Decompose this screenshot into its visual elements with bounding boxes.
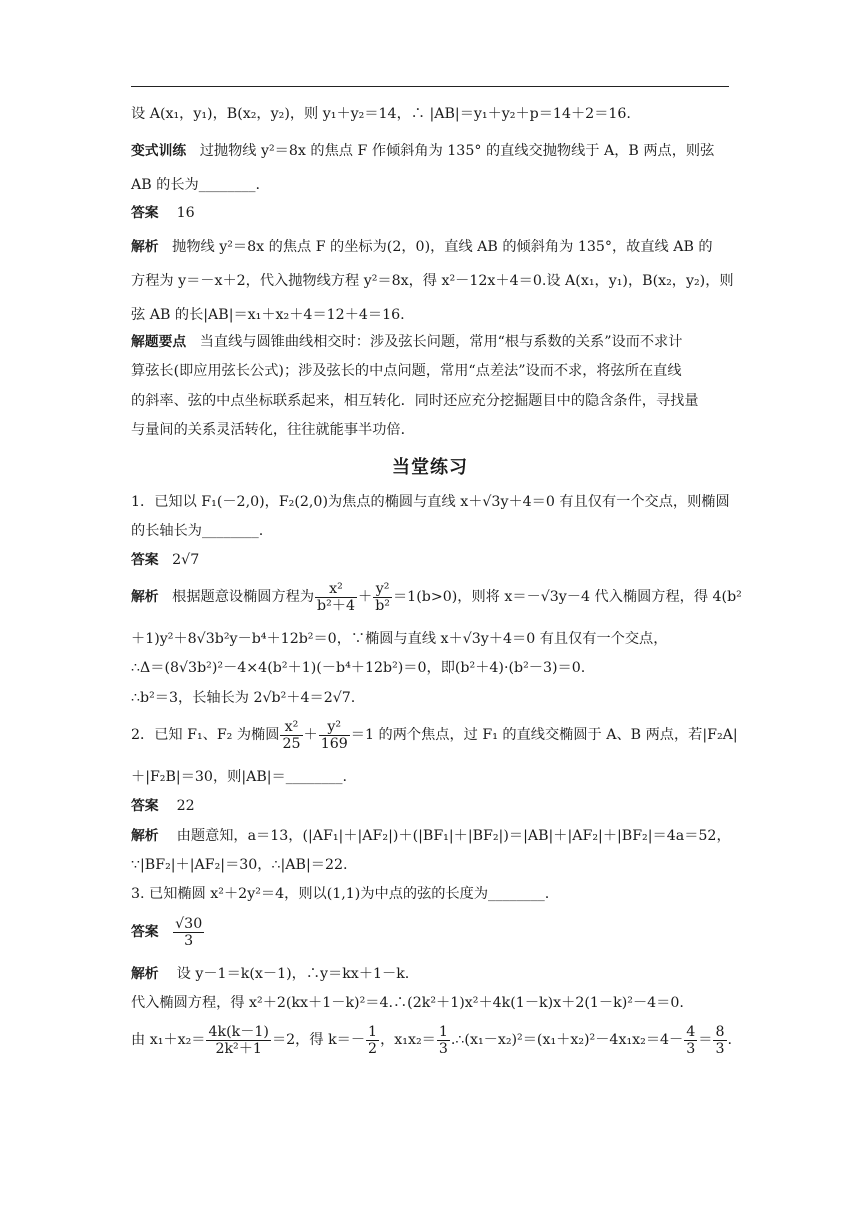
analysis-label: 解析	[131, 239, 159, 255]
analysis-label: 解析	[131, 589, 159, 605]
header-rule	[131, 86, 729, 87]
p1-analysis-line-3: ∴Δ＝(8√3b²)²－4×4(b²＋1)(－b⁴＋12b²)＝0，即(b²＋4)·(b²－3)＝0.	[131, 660, 586, 676]
plus-sign: ＋	[358, 589, 373, 605]
p2-analysis-text-1: 由题意知，a＝13，(|AF₁|＋|AF₂|)＋(|BF₁|＋|BF₂|)＝|AB|＋|AF₂|＋|BF₂|＝4a＝52，	[176, 828, 731, 844]
p1-question-line-1: 1．已知以 F₁(－2,0)，F₂(2,0)为焦点的椭圆与直线 x＋√3y＋4＝0 有且仅有一个交点，则椭圆	[131, 494, 730, 510]
p1-analysis-post: ＝1(b>0)，则将 x＝－√3y－4 代入椭圆方程，得 4(b²	[392, 589, 742, 605]
p1-analysis-line-2: ＋1)y²＋8√3b²y－b⁴＋12b²＝0，∵椭圆与直线 x＋√3y＋4＝0 有且仅有一个交点，	[131, 631, 668, 647]
p3-analysis-pre: 由 x₁＋x₂＝	[131, 1032, 206, 1048]
variant-answer: 16	[176, 205, 195, 221]
p2-analysis-line-1	[131, 826, 731, 846]
keypoints-line-3: 的斜率、弦的中点坐标联系起来，相互转化．同时还应充分挖掘题目中的隐含条件，寻找量	[131, 393, 699, 409]
section-title: 当堂练习	[392, 457, 468, 478]
p1-question-line-2: 的长轴长为________.	[131, 523, 264, 539]
period: .	[727, 1032, 733, 1048]
p3-analysis-text-1: 设 y－1＝k(x－1)，∴y＝kx＋1－k.	[176, 966, 410, 982]
p1-analysis-pre: 根据题意设椭圆方程为	[172, 589, 315, 605]
variant-question-text-1: 过抛物线 y²＝8x 的焦点 F 作倾斜角为 135° 的直线交抛物线于 A，B 两点，则弦	[199, 143, 715, 159]
p3-answer-line	[131, 912, 731, 952]
p3-analysis-mid-3: .∴(x₁－x₂)²＝(x₁＋x₂)²－4x₁x₂＝4－	[450, 1032, 684, 1048]
variant-question-line-2: AB 的长为________.	[131, 177, 261, 193]
fraction-denominator: 169	[320, 735, 348, 752]
fraction-denominator: 3	[184, 932, 194, 949]
p1-answer: 2√7	[172, 552, 200, 568]
fraction-numerator: y²	[373, 581, 392, 598]
p1-answer-line	[131, 550, 731, 570]
p2-analysis-line-2: ∵|BF₂|＋|AF₂|＝30，∴|AB|＝22.	[131, 857, 348, 873]
fraction	[373, 581, 392, 614]
answer-fraction	[173, 916, 204, 949]
intro-line: 设 A(x₁，y₁)，B(x₂，y₂)，则 y₁＋y₂＝14，∴ |AB|＝y₁＋y₂＋p＝14＋2＝16.	[131, 106, 631, 122]
variant-label: 变式训练	[131, 143, 187, 159]
answer-label: 答案	[131, 924, 159, 940]
answer-label: 答案	[131, 552, 159, 568]
p2-question-pre: 2．已知 F₁、F₂ 为椭圆	[131, 727, 280, 743]
p3-analysis-line-1	[131, 964, 731, 984]
fraction	[280, 719, 302, 752]
p2-question-line-1	[131, 716, 738, 754]
fraction-numerator: 1	[368, 1023, 378, 1040]
analysis-label: 解析	[131, 966, 159, 982]
answer-label: 答案	[131, 205, 159, 221]
equals-sign: ＝	[698, 1032, 713, 1048]
fraction-denominator: b²＋4	[317, 597, 355, 614]
fraction	[315, 581, 357, 614]
fraction-numerator: √30	[175, 915, 203, 932]
p3-analysis-mid-1: ＝2，得 k＝－	[271, 1032, 366, 1048]
p3-analysis-mid-2: ，x₁x₂＝	[380, 1032, 436, 1048]
analysis-label: 解析	[131, 828, 159, 844]
fraction-numerator: x²	[315, 581, 357, 598]
fraction-numerator: y²	[319, 719, 350, 736]
fraction	[437, 1024, 450, 1057]
p1-analysis-line-1	[131, 578, 742, 616]
keypoints-line-4: 与量间的关系灵活转化，往往就能事半功倍．	[131, 422, 415, 438]
fraction	[684, 1024, 697, 1057]
keypoints-text-1: 当直线与圆锥曲线相交时：涉及弦长问题，常用“根与系数的关系”设而不求计	[199, 334, 683, 350]
p2-answer-line	[131, 796, 731, 816]
keypoints-line-2: 算弦长(即应用弦长公式)；涉及弦长的中点问题，常用“点差法”设而不求，将弦所在直线	[131, 363, 682, 379]
variant-analysis-line-3: 弦 AB 的长|AB|＝x₁＋x₂＋4＝12＋4＝16.	[131, 307, 405, 323]
fraction-denominator: 2k²＋1	[215, 1040, 262, 1057]
fraction-numerator: 4	[686, 1023, 696, 1040]
fraction-denominator: 3	[715, 1040, 725, 1057]
p1-analysis-line-4: ∴b²＝3，长轴长为 2√b²＋4＝2√7.	[131, 690, 356, 706]
answer-label: 答案	[131, 798, 159, 814]
fraction-denominator: 3	[686, 1040, 696, 1057]
fraction	[713, 1024, 726, 1057]
fraction-numerator: 4k(k－1)	[208, 1023, 269, 1040]
p3-analysis-line-3	[131, 1020, 731, 1060]
keypoints-label: 解题要点	[131, 334, 187, 350]
p3-question-line-1: 3. 已知椭圆 x²＋2y²＝4，则以(1,1)为中点的弦的长度为________.	[131, 886, 550, 902]
plus-sign: ＋	[303, 727, 318, 743]
fraction-numerator: x²	[280, 719, 302, 736]
fraction	[366, 1024, 379, 1057]
variant-analysis-line-1	[131, 237, 731, 257]
variant-question-line-1	[131, 141, 731, 161]
fraction-denominator: b²	[375, 597, 390, 614]
variant-answer-line	[131, 203, 731, 223]
variant-analysis-line-2: 方程为 y＝－x＋2，代入抛物线方程 y²＝8x，得 x²－12x＋4＝0.设 A(x₁，y₁)，B(x₂，y₂)，则	[131, 273, 734, 289]
p2-question-post: ＝1 的两个焦点，过 F₁ 的直线交椭圆于 A、B 两点，若|F₂A|	[350, 727, 738, 743]
fraction-denominator: 3	[438, 1040, 448, 1057]
p2-answer: 22	[176, 798, 195, 814]
fraction	[319, 719, 350, 752]
p2-question-line-2: ＋|F₂B|＝30，则|AB|＝________.	[131, 769, 347, 785]
p3-analysis-line-2: 代入椭圆方程，得 x²＋2(kx＋1－k)²＝4.∴(2k²＋1)x²＋4k(1－k)x＋2(1－k)²－4＝0.	[131, 995, 684, 1011]
fraction-numerator: 8	[715, 1023, 725, 1040]
variant-analysis-text-1: 抛物线 y²＝8x 的焦点 F 的坐标为(2，0)，直线 AB 的倾斜角为 135°，故直线 AB 的	[172, 239, 713, 255]
fraction-denominator: 2	[368, 1040, 378, 1057]
keypoints-line-1	[131, 332, 731, 352]
fraction-numerator: 1	[438, 1023, 448, 1040]
fraction-denominator: 25	[282, 735, 301, 752]
fraction	[206, 1024, 271, 1057]
